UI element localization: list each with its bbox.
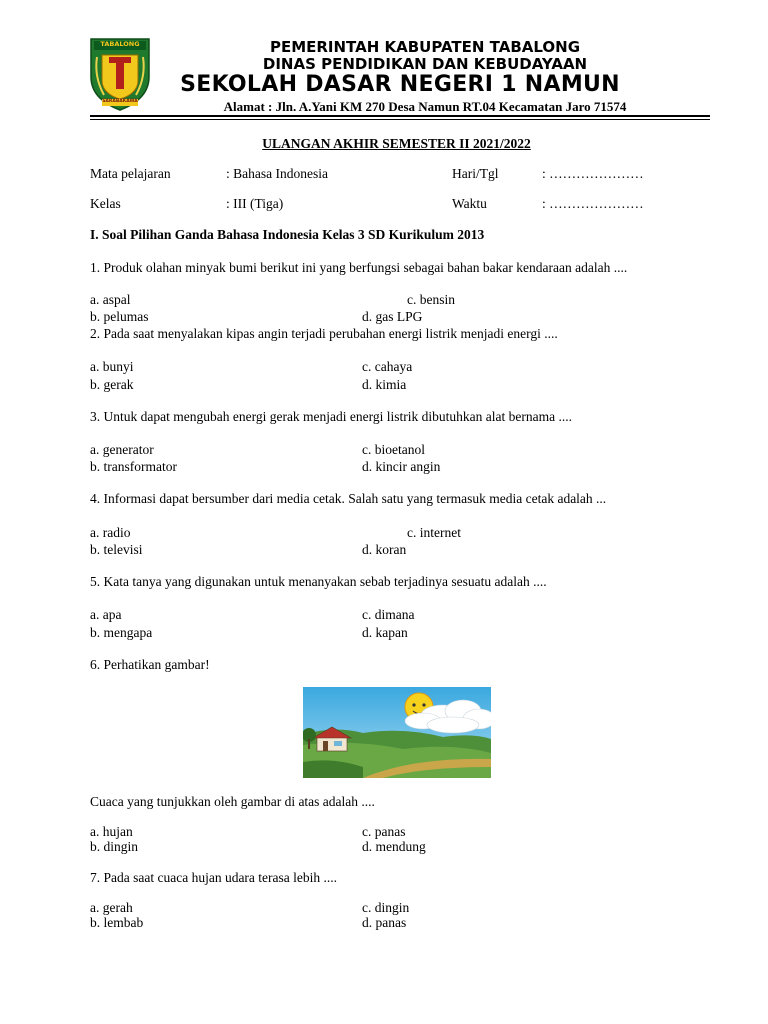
option-c: c. panas [362,824,406,839]
exam-title: ULANGAN AKHIR SEMESTER II 2021/2022 [262,136,531,151]
option-d: d. koran [362,542,407,557]
option-a: a. gerah [90,900,133,915]
subject-label: Mata pelajaran [90,166,171,181]
option-c: c. cahaya [362,359,413,374]
option-d: d. gas LPG [362,309,423,324]
option-b: b. mengapa [90,625,153,640]
question-text: 2. Pada saat menyalakan kipas angin terjadi perubahan energi listrik menjadi energi .... [90,326,558,341]
option-d: d. kapan [362,625,408,640]
day-value: : ………………… [542,166,644,181]
question-text: 6. Perhatikan gambar! [90,657,210,672]
option-a: a. bunyi [90,359,134,374]
option-c: c. bioetanol [362,442,425,457]
option-d: d. mendung [362,839,426,854]
school-logo [88,37,152,111]
option-b: b. transformator [90,459,177,474]
option-d: d. kimia [362,377,407,392]
logo-text: TABALONG [100,40,140,48]
option-d: d. kincir angin [362,459,441,474]
option-b: b. lembab [90,915,144,930]
option-a: a. radio [90,525,131,540]
question-text: 4. Informasi dapat bersumber dari media cetak. Salah satu yang termasuk media cetak adalah ... [90,491,607,506]
question-text: 3. Untuk dapat mengubah energi gerak menjadi energi listrik dibutuhkan alat bernama .... [90,409,572,424]
question-text: 5. Kata tanya yang digunakan untuk menanyakan sebab terjadinya sesuatu adalah .... [90,574,547,589]
header-address: Alamat : Jln. A.Yani KM 270 Desa Namun RT.04 Kecamatan Jaro 71574 [223,99,627,114]
class-label: Kelas [90,196,121,211]
header-government: PEMERINTAH KABUPATEN TABALONG [269,38,581,56]
time-label: Waktu [452,196,487,211]
option-a: a. generator [90,442,154,457]
question-followup: Cuaca yang tunjukkan oleh gambar di atas adalah .... [90,794,375,809]
option-b: b. televisi [90,542,143,557]
option-b: b. pelumas [90,309,149,324]
header-school-name: SEKOLAH DASAR NEGERI 1 NAMUN [180,72,620,97]
section-title: I. Soal Pilihan Ganda Bahasa Indonesia Kelas 3 SD Kurikulum 2013 [90,227,485,242]
option-a: a. apa [90,607,122,622]
option-a: a. hujan [90,824,133,839]
option-c: c. dimana [362,607,415,622]
logo-motto: SARABAKAWA [102,99,138,104]
question-text: 1. Produk olahan minyak bumi berikut ini yang berfungsi sebagai bahan bakar kendaraan adalah .... [90,260,628,275]
question-text: 7. Pada saat cuaca hujan udara terasa lebih .... [90,870,338,885]
header-divider-thin [90,119,710,120]
day-label: Hari/Tgl [452,166,499,181]
option-b: b. dingin [90,839,139,854]
option-c: c. internet [407,525,461,540]
weather-illustration [303,687,491,778]
option-c: c. bensin [407,292,455,307]
header-department: DINAS PENDIDIKAN DAN KEBUDAYAAN [262,55,588,73]
option-c: c. dingin [362,900,410,915]
option-b: b. gerak [90,377,134,392]
option-d: d. panas [362,915,407,930]
time-value: : ………………… [542,196,644,211]
class-value: : III (Tiga) [226,196,284,211]
option-a: a. aspal [90,292,131,307]
header-divider-thick [90,115,710,117]
subject-value: : Bahasa Indonesia [226,166,328,181]
